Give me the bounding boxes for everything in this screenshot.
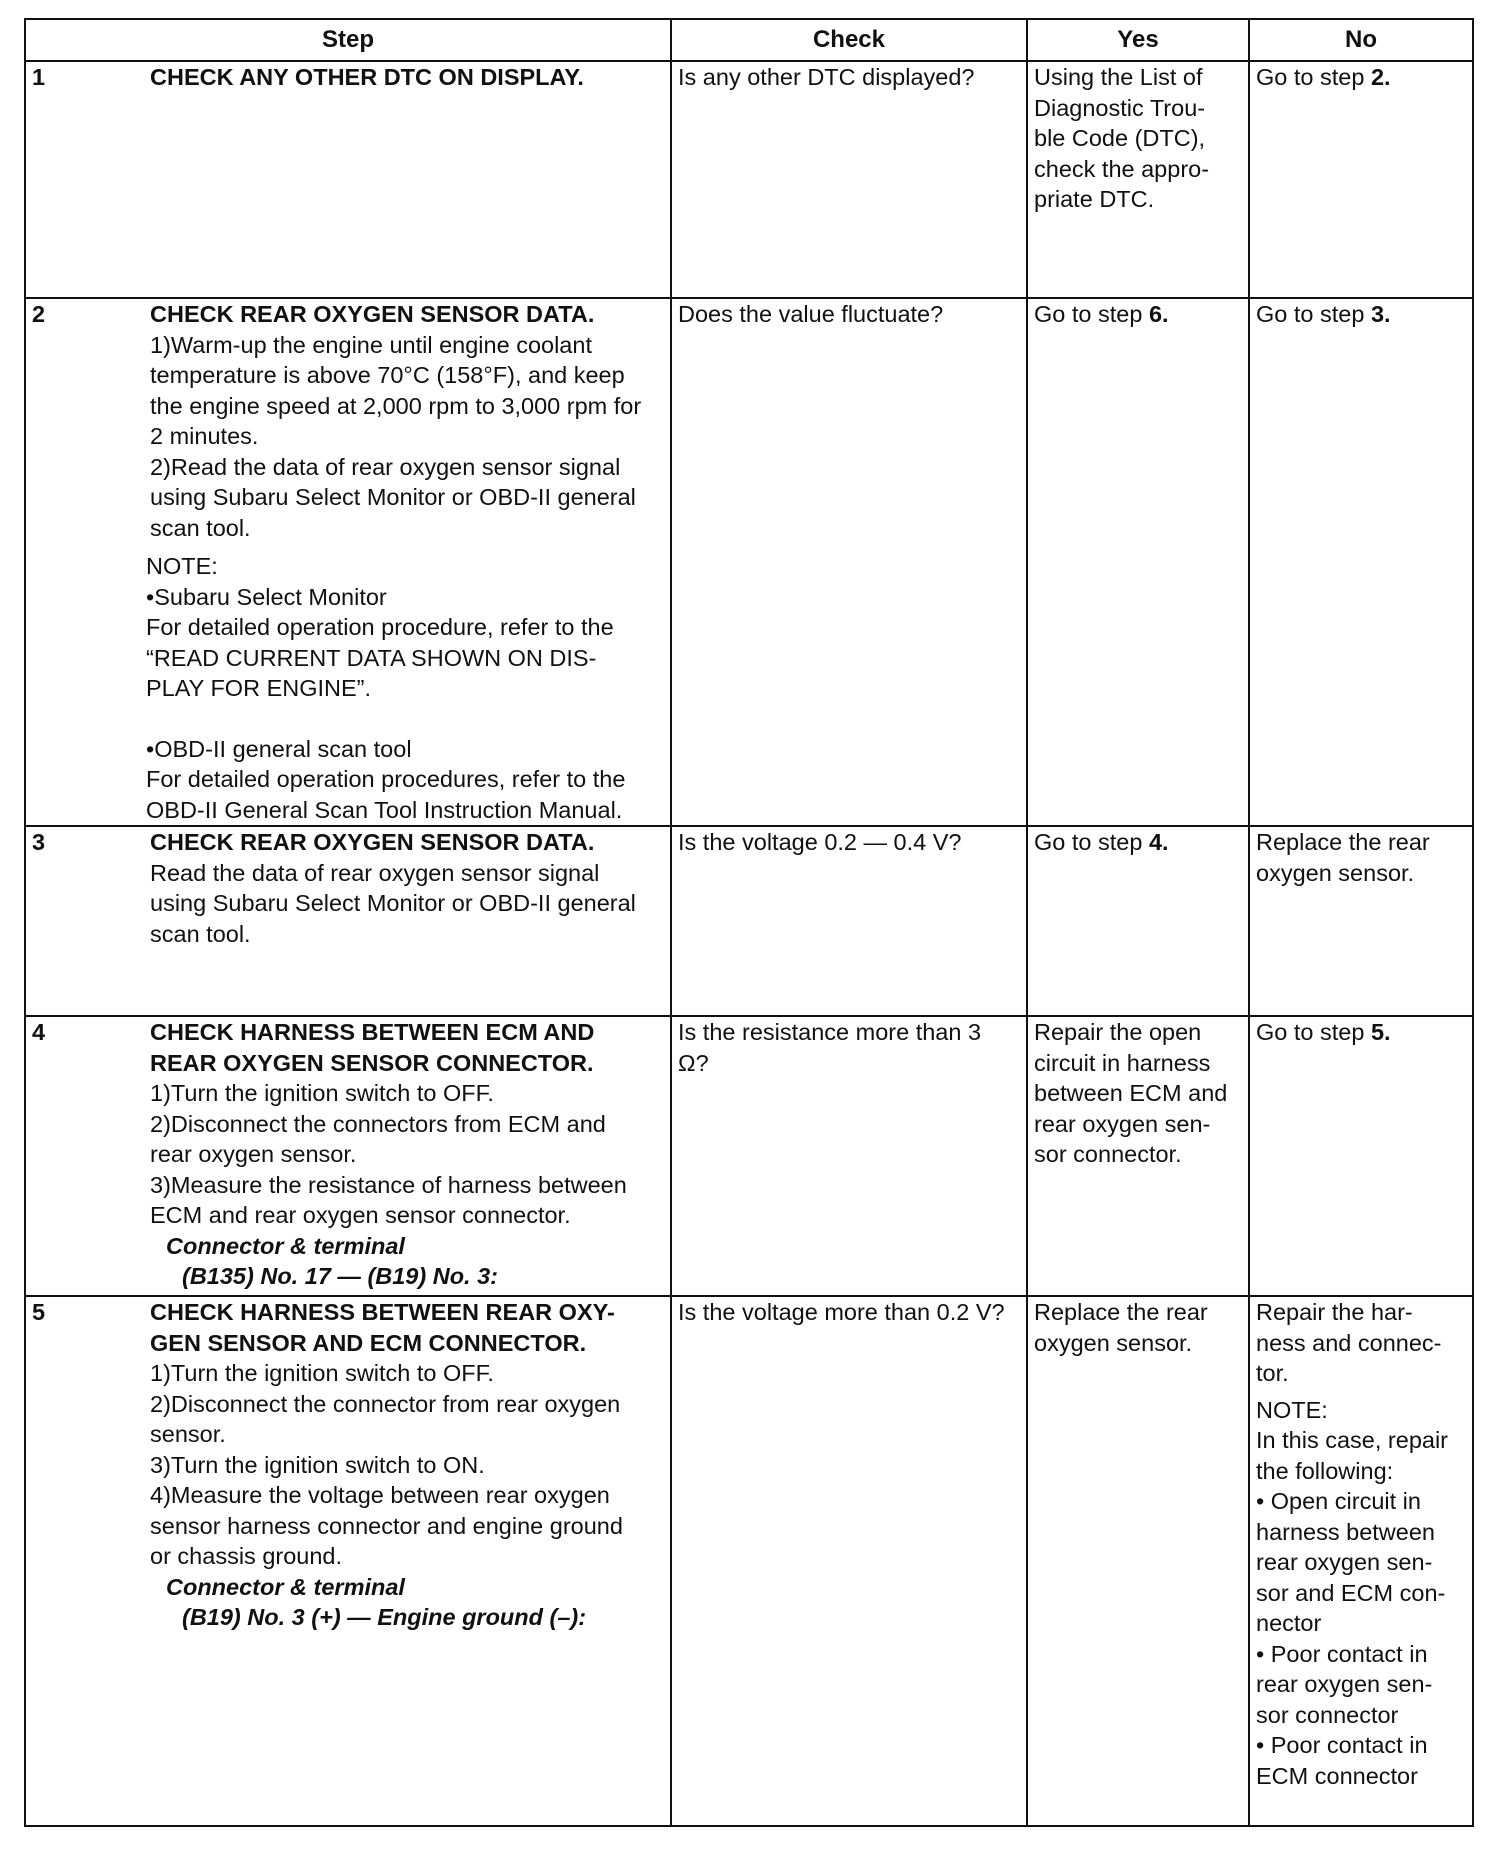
diagnostic-table <box>24 18 1474 1827</box>
note-line: sor and ECM con- <box>1256 1579 1446 1606</box>
no-cell <box>1249 826 1473 1016</box>
yes-cell <box>1027 826 1249 1016</box>
step-line: temperature is above 70°C (158°F), and keep <box>150 362 625 388</box>
yes-cell <box>1027 61 1249 298</box>
step-line: sensor. <box>150 1421 226 1447</box>
note-label: NOTE: <box>1256 1396 1328 1423</box>
no-cell <box>1249 1296 1473 1826</box>
check-line: Ω? <box>678 1049 709 1076</box>
no-line: tor. <box>1256 1360 1289 1386</box>
table-row <box>25 1296 1473 1826</box>
note-line: • Poor contact in <box>1256 1640 1428 1667</box>
step-line: 3)Turn the ignition switch to ON. <box>150 1451 485 1478</box>
note-line: sor connector <box>1256 1701 1399 1728</box>
no-line: ness and connec- <box>1256 1329 1442 1356</box>
yes-line: check the appro- <box>1034 155 1210 182</box>
yes-line: ble Code (DTC), <box>1034 125 1206 151</box>
step-line: or chassis ground. <box>150 1543 343 1569</box>
step-line: ECM and rear oxygen sensor connector. <box>150 1202 571 1228</box>
step-number: 2 <box>32 301 46 327</box>
yes-line: Diagnostic Trou- <box>1034 94 1206 121</box>
table-row <box>25 298 1473 826</box>
step-line: scan tool. <box>150 920 251 947</box>
step-line: 2)Disconnect the connector from rear oxygen <box>150 1390 621 1417</box>
step-line: 2)Disconnect the connectors from ECM and <box>150 1110 606 1137</box>
step-number: 5 <box>32 1299 46 1325</box>
note-line: •Subaru Select Monitor <box>146 583 387 610</box>
note-line: the following: <box>1256 1457 1394 1484</box>
header-no: No <box>1249 19 1473 61</box>
step-line: sensor harness connector and engine ground <box>150 1512 623 1539</box>
connector-terminal: (B19) No. 3 (+) — Engine ground (–): <box>182 1604 587 1630</box>
step-number: 3 <box>32 829 46 855</box>
step-line: 4)Measure the voltage between rear oxygen <box>150 1482 610 1508</box>
yes-line: circuit in harness <box>1034 1049 1211 1076</box>
yes-line: Repair the open <box>1034 1019 1202 1045</box>
table-row <box>25 826 1473 1016</box>
no-text: Go to step <box>1256 64 1371 90</box>
step-cell <box>25 61 671 298</box>
note-line: rear oxygen sen- <box>1256 1671 1433 1697</box>
step-line: 1)Turn the ignition switch to OFF. <box>150 1360 494 1386</box>
yes-line: priate DTC. <box>1034 186 1155 212</box>
table-row <box>25 1016 1473 1296</box>
note-line: • Open circuit in <box>1256 1488 1421 1514</box>
table-row <box>25 61 1473 298</box>
note-line: harness between <box>1256 1518 1435 1545</box>
step-line: 3)Measure the resistance of harness between <box>150 1171 627 1198</box>
yes-step-ref: 4. <box>1148 829 1169 855</box>
no-cell <box>1249 61 1473 298</box>
step-line: rear oxygen sensor. <box>150 1141 357 1167</box>
step-title: CHECK HARNESS BETWEEN REAR OXY- <box>150 1299 615 1325</box>
header-step: Step <box>25 19 671 61</box>
yes-line: between ECM and <box>1034 1080 1228 1106</box>
note-label: NOTE: <box>146 553 218 579</box>
check-cell <box>671 1016 1027 1296</box>
yes-line: Using the List of <box>1034 64 1203 90</box>
yes-step-ref: 6. <box>1148 301 1169 327</box>
connector-label: Connector & terminal <box>166 1573 405 1600</box>
check-cell: Is the voltage 0.2 — 0.4 V? <box>671 826 1027 1016</box>
note-line: • Poor contact in <box>1256 1732 1428 1758</box>
header-yes: Yes <box>1027 19 1249 61</box>
step-line: 1)Warm-up the engine until engine coolant <box>150 331 592 358</box>
yes-line: sor connector. <box>1034 1141 1182 1167</box>
no-line: Replace the rear <box>1256 829 1430 855</box>
no-cell <box>1249 298 1473 826</box>
yes-cell <box>1027 298 1249 826</box>
header-row <box>25 19 1473 61</box>
connector-label: Connector & terminal <box>166 1232 405 1259</box>
step-line: 1)Turn the ignition switch to OFF. <box>150 1080 494 1106</box>
no-step-ref: 5. <box>1370 1019 1391 1045</box>
check-cell: Is the voltage more than 0.2 V? <box>671 1296 1027 1826</box>
step-number: 4 <box>32 1019 46 1045</box>
step-title: CHECK REAR OXYGEN SENSOR DATA. <box>150 301 595 327</box>
step-line: Read the data of rear oxygen sensor signal <box>150 859 600 886</box>
header-check: Check <box>671 19 1027 61</box>
no-line: Repair the har- <box>1256 1299 1413 1325</box>
step-title: REAR OXYGEN SENSOR CONNECTOR. <box>150 1049 594 1076</box>
step-title: GEN SENSOR AND ECM CONNECTOR. <box>150 1329 587 1356</box>
step-cell <box>25 1296 671 1826</box>
note-line: “READ CURRENT DATA SHOWN ON DIS- <box>146 644 597 671</box>
note-line: PLAY FOR ENGINE”. <box>146 675 372 701</box>
note-line: For detailed operation procedure, refer to the <box>146 614 614 640</box>
step-line: scan tool. <box>150 514 251 541</box>
connector-terminal: (B135) No. 17 — (B19) No. 3: <box>182 1263 499 1289</box>
note-gap <box>146 704 664 734</box>
yes-text: Go to step <box>1034 301 1149 327</box>
note-line: ECM connector <box>1256 1762 1418 1789</box>
step-cell <box>25 826 671 1016</box>
step-title: CHECK HARNESS BETWEEN ECM AND <box>150 1019 595 1045</box>
note-line: •OBD-II general scan tool <box>146 735 412 762</box>
note-line: nector <box>1256 1610 1322 1636</box>
step-line: 2)Read the data of rear oxygen sensor signal <box>150 453 621 480</box>
check-cell: Does the value fluctuate? <box>671 298 1027 826</box>
step-line: 2 minutes. <box>150 423 259 449</box>
step-line: using Subaru Select Monitor or OBD-II general <box>150 484 636 510</box>
no-text: Go to step <box>1256 301 1371 327</box>
step-number: 1 <box>32 64 46 90</box>
yes-text: Go to step <box>1034 829 1149 855</box>
note-line: rear oxygen sen- <box>1256 1549 1433 1575</box>
step-line: the engine speed at 2,000 rpm to 3,000 rpm for <box>150 392 642 419</box>
check-cell: Is any other DTC displayed? <box>671 61 1027 298</box>
no-cell <box>1249 1016 1473 1296</box>
yes-line: rear oxygen sen- <box>1034 1110 1211 1137</box>
no-line: oxygen sensor. <box>1256 859 1415 886</box>
step-title: CHECK REAR OXYGEN SENSOR DATA. <box>150 829 595 855</box>
note-line: OBD-II General Scan Tool Instruction Manual. <box>146 796 623 823</box>
note-line: For detailed operation procedures, refer to the <box>146 766 626 792</box>
yes-cell <box>1027 1296 1249 1826</box>
yes-line: Replace the rear <box>1034 1299 1208 1325</box>
no-text: Go to step <box>1256 1019 1371 1045</box>
no-step-ref: 2. <box>1370 64 1391 90</box>
step-cell <box>25 1016 671 1296</box>
check-line: Is the resistance more than 3 <box>678 1019 982 1045</box>
step-line: using Subaru Select Monitor or OBD-II general <box>150 890 636 916</box>
step-cell <box>25 298 671 826</box>
step-title: CHECK ANY OTHER DTC ON DISPLAY. <box>150 64 584 90</box>
yes-cell <box>1027 1016 1249 1296</box>
yes-line: oxygen sensor. <box>1034 1329 1193 1356</box>
note-line: In this case, repair <box>1256 1427 1449 1453</box>
no-step-ref: 3. <box>1370 301 1391 327</box>
